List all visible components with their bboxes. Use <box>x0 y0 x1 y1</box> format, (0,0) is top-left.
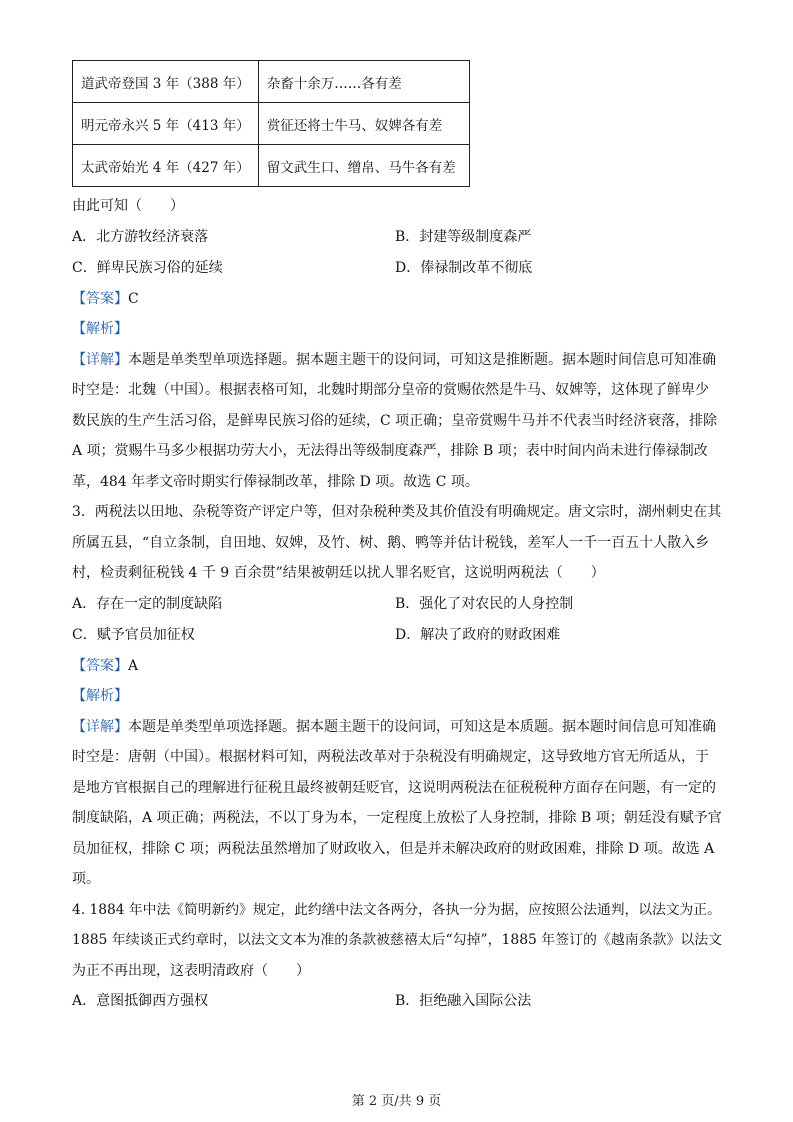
options-row <box>72 986 722 1017</box>
detail-line: 本题是单类型单项选择题。据本题主题干的设问词，可知这是推断题。据本题时间信息可知准确 <box>128 351 716 368</box>
table-row <box>73 145 470 187</box>
detail-line: A 项；赏赐牛马多少根据功劳大小，无法得出等级制度森严，排除 B 项；表中时间内尚未进行俸禄制改 <box>72 443 708 459</box>
table-row <box>73 103 470 145</box>
options-row <box>72 222 722 253</box>
answer-line <box>72 284 722 315</box>
option-a: A．存在一定的制度缺陷 <box>72 595 223 612</box>
detail-label: 【详解】 <box>72 718 128 735</box>
option-d: D．俸禄制改革不彻底 <box>395 259 533 276</box>
option-d: D．解决了政府的财政困难 <box>395 626 561 643</box>
detail-text <box>72 712 722 895</box>
table-row <box>73 61 470 103</box>
detail-line: 制度缺陷，A 项正确；两税法，不以丁身为本，一定程度上放松了人身控制，排除 B 项；朝廷没有赋予官 <box>72 810 722 826</box>
detail-line: 革，484 年孝文帝时期实行俸禄制改革，排除 D 项。故选 C 项。 <box>72 473 479 490</box>
detail-line: 时空是：唐朝（中国）。根据材料可知，两税法改革对于杂税没有明确规定，这导致地方官无所适从，于 <box>72 749 709 765</box>
options-row <box>72 620 722 651</box>
option-a: A．北方游牧经济衰落 <box>72 228 209 245</box>
table-cell-event: 赏征还将士牛马、奴婢各有差 <box>258 103 469 145</box>
option-c: C．鲜卑民族习俗的延续 <box>72 259 223 276</box>
answer-label: 【答案】 <box>72 290 128 307</box>
question-stem-line: 1885 年续谈正式约章时，以法文文本为准的条款被慈禧太后“勾掉”，1885 年签订的《越南条款》以法文 <box>72 932 723 948</box>
detail-line: 是地方官根据自己的理解进行征税且最终被朝廷贬官，这说明两税法在征税税种方面存在问题，有一定的 <box>72 779 716 796</box>
answer-value: A <box>128 657 139 674</box>
detail-line: 员加征权，排除 C 项；两税法虽然增加了财政收入，但是并未解决政府的财政困难，排除 D 项。故选 A <box>72 840 715 857</box>
option-a: A．意图抵御西方强权 <box>72 993 209 1009</box>
detail-text <box>72 345 722 498</box>
analysis-label: 【解析】 <box>72 688 128 704</box>
option-b: B．封建等级制度森严 <box>395 228 532 245</box>
page-content <box>72 60 722 1017</box>
detail-line: 时空是：北魏（中国）。根据表格可知，北魏时期部分皇帝的赏赐依然是牛马、奴婢等，这体现了鲜卑少 <box>72 382 709 398</box>
question-stem-line: 村，检责剩征税钱 4 千 9 百余贯”结果被朝廷以扰人罪名贬官，这说明两税法（ ） <box>72 565 605 581</box>
options-row <box>72 589 722 620</box>
question-stem-line: 4. 1884 年中法《简明新约》规定，此约缮中法文各两分，各执一分为据，应按照公法通判，以法文为正。 <box>72 901 721 918</box>
options-row <box>72 253 722 284</box>
question-4 <box>72 895 722 1018</box>
question-stem-line: 所属五县，“自立条制，自田地、奴婢，及竹、树、鹅、鸭等并估计税钱，差军人一千一百五十人散入乡 <box>72 534 710 551</box>
question-stem-line: 为正不再出现，这表明清政府（ ） <box>72 962 310 979</box>
table-cell-date: 明元帝永兴 5 年（413 年） <box>73 103 259 145</box>
table-cell-date: 道武帝登国 3 年（388 年） <box>73 61 259 103</box>
option-b: B．拒绝融入国际公法 <box>395 993 532 1009</box>
answer-label: 【答案】 <box>72 657 128 674</box>
detail-label: 【详解】 <box>72 351 128 368</box>
detail-line: 项。 <box>72 871 100 887</box>
option-b: B．强化了对农民的人身控制 <box>395 595 574 612</box>
question-stem-line: 3．两税法以田地、杂税等资产评定户等，但对杂税种类及其价值没有明确规定。唐文宗时，湖州刺史在其 <box>72 504 722 520</box>
page-footer: 第 2 页/共 9 页 <box>351 1094 442 1109</box>
reward-table <box>72 60 470 187</box>
analysis-label: 【解析】 <box>72 321 128 337</box>
detail-line: 本题是单类型单项选择题。据本题主题干的设问词，可知这是本质题。据本题时间信息可知准确 <box>128 718 716 735</box>
table-cell-event: 杂畜十余万……各有差 <box>258 61 469 103</box>
table-cell-event: 留文武生口、缯帛、马牛各有差 <box>258 145 469 187</box>
question-3 <box>72 497 722 895</box>
answer-line <box>72 651 722 682</box>
answer-value: C <box>128 290 139 307</box>
option-c: C．赋予官员加征权 <box>72 626 195 643</box>
detail-line: 数民族的生产生活习俗，是鲜卑民族习俗的延续，C 项正确；皇帝赏赐牛马并不代表当时经济衰落，排除 <box>72 412 718 429</box>
question-2 <box>72 191 722 497</box>
table-cell-date: 太武帝始光 4 年（427 年） <box>73 145 259 187</box>
question-stem: 由此可知（ ） <box>72 198 184 214</box>
